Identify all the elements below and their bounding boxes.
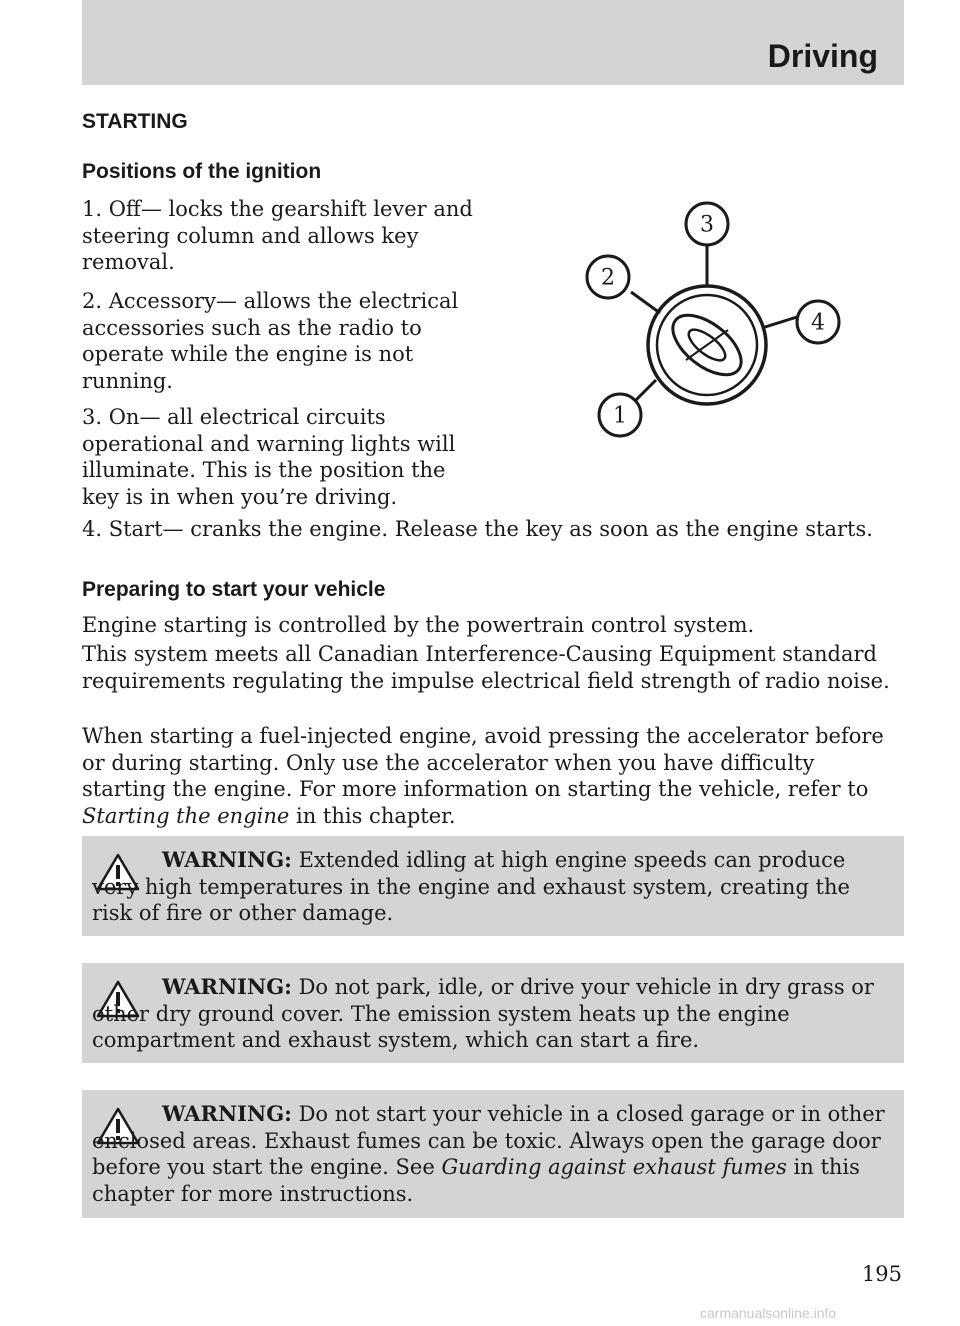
- warning-body-end: in this chapter for more instructions.: [92, 1155, 860, 1206]
- position-4-label: 4: [811, 310, 825, 336]
- ignition-item-accessory: 2. Accessory— allows the electrical accessories such as the radio to operate while the engine is not running.: [82, 289, 459, 393]
- watermark: carmanualsonline.info: [700, 1305, 837, 1321]
- warning-body: Do not park, idle, or drive your vehicle in dry grass or other dry ground cover. The emission system heats up the engine compartment and exhaust system, which can start a fire.: [92, 975, 874, 1052]
- position-2-label: 2: [601, 265, 615, 291]
- warning-box-garage: [82, 1090, 904, 1218]
- exhaust-fumes-reference: Guarding against exhaust fumes: [441, 1155, 787, 1179]
- ignition-item-off: 1. Off— locks the gearshift lever and steering column and allows key removal.: [82, 197, 473, 274]
- warning-body: Extended idling at high engine speeds can produce very high temperatures in the engine and exhaust system, creating the risk of fire or other damage.: [92, 848, 850, 925]
- warning-text-dry-grass: [92, 974, 887, 1054]
- ignition-diagram: [560, 195, 860, 445]
- preparing-paragraph-3: [82, 723, 897, 829]
- warning-label: WARNING:: [162, 847, 292, 872]
- position-3-label: 3: [700, 212, 714, 238]
- preparing-paragraph-2: This system meets all Canadian Interference-Causing Equipment standard requirements regulating the impulse electrical field strength of radio noise.: [82, 642, 890, 693]
- page-number: 195: [861, 1262, 902, 1286]
- ignition-item-start: 4. Start— cranks the engine. Release the key as soon as the engine starts.: [82, 517, 873, 541]
- ignition-heading: Positions of the ignition: [82, 160, 322, 183]
- position-1-line: [634, 380, 656, 402]
- starting-engine-reference: Starting the engine: [82, 803, 290, 828]
- position-2-line: [631, 292, 660, 313]
- warning-text-garage: [92, 1101, 887, 1207]
- position-1-label: 1: [613, 403, 627, 429]
- preparing-text: When starting a fuel-injected engine, avoid pressing the accelerator before or during starting. Only use the accelerator when you have difficulty starting the engine. For more information on starting the vehicle, refer to: [82, 724, 884, 801]
- warning-body: Do not start your vehicle in a closed garage or in other enclosed areas. Exhaust fumes can be toxic. Always open the garage door before you start the engine. See: [92, 1102, 885, 1179]
- preparing-heading: Preparing to start your vehicle: [82, 578, 386, 601]
- chapter-title: Driving: [767, 38, 878, 74]
- position-4-line: [762, 317, 797, 328]
- warning-label: WARNING:: [162, 1101, 292, 1126]
- warning-label: WARNING:: [162, 974, 292, 999]
- warning-box-dry-grass: [82, 963, 904, 1063]
- warning-box-idling: [82, 836, 904, 936]
- section-heading: STARTING: [82, 110, 188, 133]
- preparing-paragraph-1: Engine starting is controlled by the powertrain control system.: [82, 613, 755, 637]
- warning-text-idling: [92, 847, 887, 927]
- ignition-item-on: 3. On— all electrical circuits operational and warning lights will illuminate. This is the position the key is in when you’re driving.: [82, 405, 456, 509]
- header-band: [82, 0, 904, 85]
- preparing-text-end: in this chapter.: [289, 803, 456, 828]
